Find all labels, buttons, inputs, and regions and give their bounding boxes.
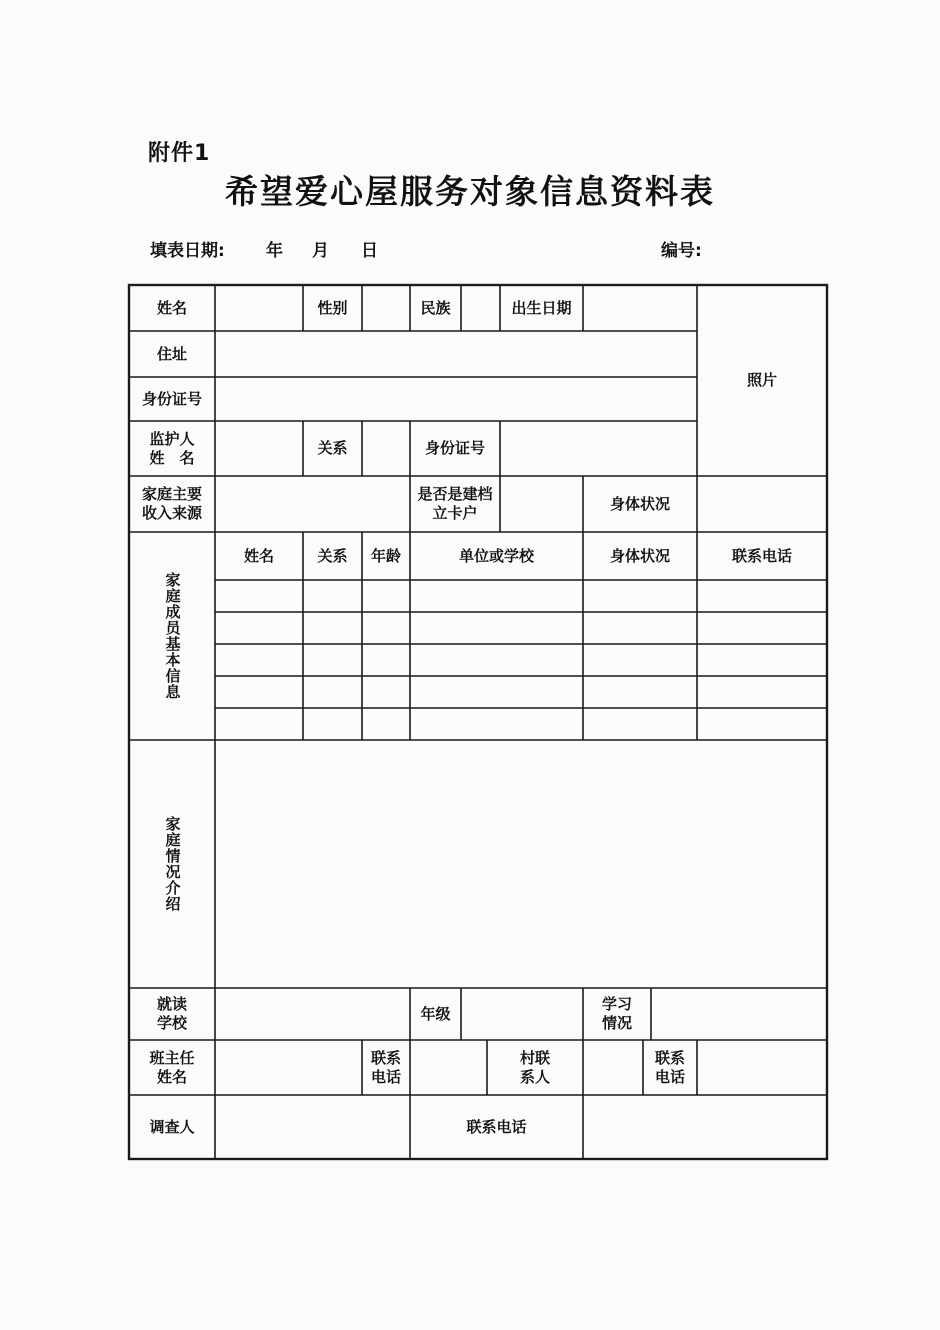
registered-poor-field[interactable] [500, 476, 583, 532]
grade-label: 年级 [420, 1004, 451, 1023]
date-year-label: 年 [266, 241, 283, 261]
members-row-1[interactable] [215, 580, 827, 612]
form-title: 希望爱心屋服务对象信息资料表 [225, 172, 715, 211]
address-label: 住址 [156, 344, 187, 363]
serial-number-label: 编号: [661, 241, 702, 261]
fill-date-label: 填表日期: [150, 241, 225, 261]
date-day-label: 日 [361, 241, 378, 261]
village-phone-label: 联系 电话 [654, 1048, 685, 1086]
name-field[interactable] [215, 285, 303, 331]
members-row-5[interactable] [215, 708, 827, 740]
health-field[interactable] [697, 476, 827, 532]
members-col-phone: 联系电话 [731, 546, 792, 565]
study-status-label: 学习 情况 [601, 995, 632, 1032]
health-label: 身体状况 [609, 494, 670, 513]
investigator-label: 调查人 [149, 1117, 195, 1136]
income-source-label: 家庭主要 收入来源 [141, 485, 202, 522]
school-label: 就读 学校 [156, 995, 187, 1032]
guardian-name-label: 监护人 姓 名 [149, 429, 195, 467]
family-members-section-text: 家庭成员基本信息 [163, 572, 182, 700]
teacher-phone-label: 联系 电话 [370, 1048, 401, 1086]
gender-label: 性别 [317, 298, 348, 317]
family-situation-text: 家庭情况介绍 [163, 816, 182, 912]
date-month-label: 月 [312, 241, 329, 261]
income-source-field[interactable] [215, 476, 410, 532]
registered-poor-label: 是否是建档 立卡户 [417, 485, 493, 522]
relation-field[interactable] [362, 421, 410, 476]
investigator-phone-field[interactable] [583, 1095, 827, 1159]
head-teacher-field[interactable] [215, 1040, 362, 1095]
family-members-section-label [129, 532, 215, 740]
school-field[interactable] [215, 988, 410, 1040]
grade-field[interactable] [461, 988, 583, 1040]
members-row-4[interactable] [215, 676, 827, 708]
teacher-phone-field[interactable] [410, 1040, 487, 1095]
members-col-relation: 关系 [317, 546, 348, 565]
members-col-name: 姓名 [243, 546, 274, 565]
birth-date-label: 出生日期 [511, 298, 572, 317]
attachment-label: 附件1 [148, 141, 211, 166]
members-col-workplace: 单位或学校 [458, 546, 534, 565]
ethnicity-field[interactable] [461, 285, 500, 331]
village-phone-field[interactable] [697, 1040, 827, 1095]
relation-label: 关系 [317, 439, 348, 457]
family-situation-label [129, 740, 215, 988]
guardian-id-label: 身份证号 [424, 439, 485, 457]
birth-date-field[interactable] [583, 285, 697, 331]
id-number-field[interactable] [215, 377, 697, 421]
members-row-3[interactable] [215, 644, 827, 676]
guardian-id-field[interactable] [500, 421, 697, 476]
address-field[interactable] [215, 331, 697, 377]
photo-box[interactable]: 照片 [746, 371, 777, 389]
ethnicity-label: 民族 [420, 298, 451, 317]
gender-field[interactable] [362, 285, 410, 331]
family-situation-field[interactable] [215, 740, 827, 988]
village-contact-field[interactable] [583, 1040, 643, 1095]
name-label: 姓名 [156, 298, 187, 317]
investigator-phone-label: 联系电话 [466, 1117, 527, 1136]
guardian-name-field[interactable] [215, 421, 303, 476]
investigator-field[interactable] [215, 1095, 410, 1159]
study-status-field[interactable] [651, 988, 827, 1040]
village-contact-label: 村联 系人 [519, 1048, 550, 1086]
members-col-health: 身体状况 [609, 546, 670, 565]
id-number-label: 身份证号 [141, 389, 202, 408]
members-row-2[interactable] [215, 612, 827, 644]
head-teacher-label: 班主任 姓名 [149, 1048, 195, 1086]
members-col-age: 年龄 [370, 546, 401, 565]
